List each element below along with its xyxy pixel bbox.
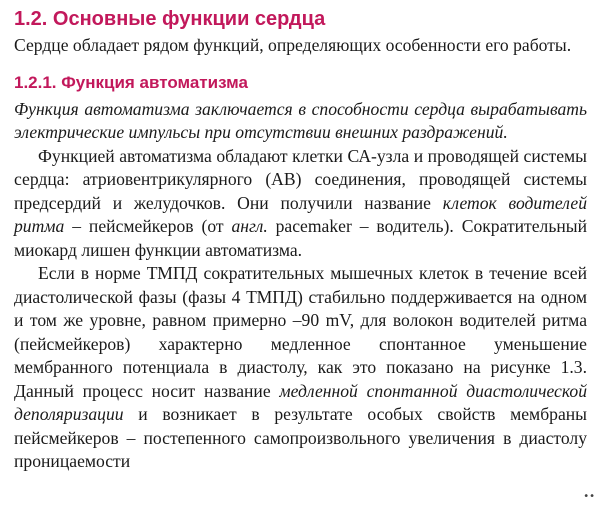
- definition-paragraph: Функция автоматизма заключается в способности сердца вырабатывать электрические импульсы при отсутствии внешних раздражений.: [14, 98, 587, 142]
- paragraph-pacemaker-cells: [14, 145, 587, 263]
- paragraph1-text-2: – пейсмейкеров (от: [64, 216, 232, 236]
- paragraph1-text-1: Функцией автоматизма обладают клетки СА-узла и проводящей системы сердца: атриовентрикулярного (АВ) соединения, проводящей системы предсердий и желудочков. Они получили название: [14, 145, 587, 213]
- paragraph1-text-3: pacemaker – водитель). Сократительный миокард лишен функции автоматизма.: [14, 216, 587, 260]
- subsection-title: 1.2.1. Функция автоматизма: [14, 72, 248, 92]
- term-depolarization: медленной спонтанной диастолической деполяризации: [14, 380, 587, 424]
- section-intro: Сердце обладает рядом функций, определяющих особенности его работы.: [14, 35, 572, 55]
- paragraph2-text-1: Если в норме ТМПД сократительных мышечных клеток в течение всей диастолической фазы (фазы 4 ТМПД) стабильно поддерживается на одном и том же уровне, равном примерно –90 mV, для волокон водителей ритма (пейсмейкеров) характерно медленное спонтанное уменьшение мембранного потенциала в диастолу, как это показано на рисунке 1.3. Данный процесс носит название: [14, 263, 587, 401]
- corner-mark: ••: [583, 491, 595, 502]
- paragraph2-text-2: и возникает в результате особых свойств мембраны пейсмейкеров – постепенного самопроизвольного увеличения в диастолу проницаемости: [14, 404, 587, 471]
- lang-abbreviation: англ.: [231, 216, 268, 236]
- section-title: 1.2. Основные функции сердца: [14, 8, 326, 30]
- term-pacemaker-cells: клеток водителей ритма: [14, 192, 588, 236]
- paragraph-depolarization: [14, 262, 587, 474]
